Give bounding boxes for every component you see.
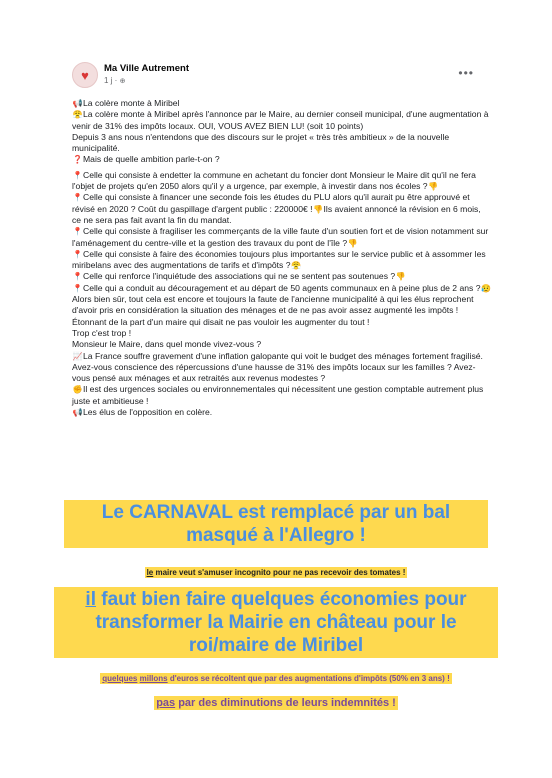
post-line-text: Celle qui consiste à endetter la commune en achetant du foncier dont Monsieur le Maire dit qu'il ne fera l'objet de projets qu'en 2050 alors qu'il y a urgence, par exemple, à investir dans nos écoles ? bbox=[72, 169, 476, 192]
economies-text: faut bien faire quelques économies pour transformer la Mairie en château pour le roi/maire de Miribel bbox=[95, 589, 467, 656]
angry-face-icon: 😤 bbox=[72, 110, 83, 120]
fist-icon: ✊ bbox=[72, 385, 83, 395]
pin-icon: 📍 bbox=[72, 170, 83, 180]
post-line bbox=[72, 351, 492, 385]
post-line-text: Celle qui consiste à faire des économies toujours plus importantes sur le service public et à assommer les miribelans avec des augmentations de tarifs et d'impôts ? bbox=[72, 248, 486, 271]
banner-economies bbox=[0, 587, 552, 658]
post-line-text: Trop c'est trop ! bbox=[72, 327, 132, 338]
millions-text: d'euros se récoltent que par des augmentations d'impôts (50% en 3 ans) ! bbox=[167, 674, 450, 683]
speaker-icon: 📢 bbox=[72, 408, 83, 418]
post-line-text: Alors bien sûr, tout cela est encore et toujours la faute de l'ancienne municipalité à qui les élus reprochent d'avoir pris en considération la situation des ménages et de ne pas avoir assez augmenté les impôts ! Étonnant de la part d'un maire qui disait ne pas vouloir les augmenter du tout ! bbox=[72, 294, 474, 327]
heart-logo-icon: ♥ bbox=[81, 67, 89, 83]
post-line bbox=[72, 226, 492, 249]
thumbs-down-icon: 👎 bbox=[395, 272, 406, 282]
post-header bbox=[72, 58, 492, 98]
facebook-post bbox=[72, 58, 492, 418]
post-line bbox=[72, 384, 492, 407]
post-line bbox=[72, 109, 492, 132]
post-line bbox=[72, 294, 492, 328]
pas-text: par des diminutions de leurs indemnités ! bbox=[175, 697, 396, 709]
sad-face-icon: 😥 bbox=[481, 283, 491, 293]
page-name-link[interactable]: Ma Ville Autrement bbox=[104, 63, 189, 74]
post-line-text: Mais de quelle ambition parle-t-on ? bbox=[83, 154, 220, 165]
post-line bbox=[72, 132, 492, 155]
incognito-lead: le bbox=[146, 568, 154, 577]
chart-icon: 📈 bbox=[72, 351, 83, 361]
post-line-text: Depuis 3 ans nous n'entendons que des discours sur le projet « très très ambitieux » de la nouvelle municipalité. bbox=[72, 131, 450, 154]
post-line-text: Il est des urgences sociales ou environnementales qui nécessitent une gestion comptable autrement plus juste et ambitieuse ! bbox=[72, 384, 484, 406]
banner-carnaval bbox=[0, 500, 552, 548]
post-line bbox=[72, 192, 492, 226]
carnaval-headline: Le CARNAVAL est remplacé par un bal masqué à l'Allegro ! bbox=[64, 500, 488, 548]
post-line bbox=[72, 328, 492, 339]
banner-millions bbox=[0, 668, 552, 686]
angry-face-icon: 😤 bbox=[291, 261, 301, 271]
pin-icon: 📍 bbox=[72, 227, 83, 237]
post-line bbox=[72, 271, 492, 282]
pin-icon: 📍 bbox=[72, 283, 83, 293]
thumbs-down-icon: 👎 bbox=[313, 204, 324, 214]
pin-icon: 📍 bbox=[72, 249, 83, 259]
post-text bbox=[72, 98, 492, 418]
post-line-text: Celle qui consiste à financer une seconde fois les études du PLU alors qu'il aurait pu être approuvé et révisé en 2020 ? Coût du gaspillage d'argent public : 220000€ ! bbox=[72, 192, 470, 214]
post-line-text: Les élus de l'opposition en colère. bbox=[83, 407, 213, 418]
post-line-text: Celle qui consiste à fragiliser les commerçants de la ville faute d'un soutien fort et de vision notamment sur l'aménagement du centre-ville et la gestion des travaux du pont de l'île ? bbox=[72, 226, 489, 248]
post-line bbox=[72, 154, 492, 165]
banner-incognito bbox=[0, 562, 552, 580]
post-line bbox=[72, 98, 492, 109]
page-avatar[interactable] bbox=[72, 62, 98, 88]
question-mark-icon: ❓ bbox=[72, 155, 83, 165]
post-line bbox=[72, 170, 492, 193]
incognito-text: maire veut s'amuser incognito pour ne pas recevoir des tomates ! bbox=[153, 568, 406, 577]
globe-icon: ⊕ bbox=[119, 78, 126, 85]
post-line-text: La France souffre gravement d'une inflation galopante qui voit le budget des ménages fortement fragilisé. Avez-vous conscience des répercussions d'une hausse de 31% des impôts locaux sur les familles ? Avez-vous pensé aux ménages et aux retraités aux revenus modestes ? bbox=[72, 350, 483, 384]
post-line-text: La colère monte à Miribel bbox=[83, 98, 180, 108]
post-line-text: Celle qui renforce l'inquiétude des associations qui ne se sentent pas soutenues ? bbox=[83, 271, 396, 282]
post-timestamp[interactable]: 1 j · ⊕ bbox=[104, 76, 126, 85]
post-line-text: Monsieur le Maire, dans quel monde vivez-vous ? bbox=[72, 339, 262, 350]
post-line bbox=[72, 407, 492, 418]
post-line bbox=[72, 283, 492, 294]
banner-indemnites bbox=[0, 693, 552, 711]
pas-lead: pas bbox=[156, 697, 176, 709]
thumbs-down-icon: 👎 bbox=[347, 238, 358, 248]
post-line-text: La colère monte à Miribel après l'annonce par le Maire, au dernier conseil municipal, d'une augmentation à venir de 31% des impôts locaux. OUI, VOUS AVEZ BIEN LU! (soit 10 points) bbox=[72, 109, 489, 131]
pin-icon: 📍 bbox=[72, 272, 83, 282]
more-options-button[interactable]: ••• bbox=[458, 66, 474, 80]
post-line-text: Celle qui a conduit au découragement et au départ de 50 agents communaux en à peine plus de 2 ans ? bbox=[83, 282, 481, 293]
millions-word2: millons bbox=[139, 674, 168, 683]
economies-lead: il bbox=[85, 589, 96, 610]
post-line bbox=[72, 339, 492, 350]
pin-icon: 📍 bbox=[72, 193, 83, 203]
post-line bbox=[72, 249, 492, 272]
speaker-icon: 📢 bbox=[72, 99, 83, 108]
thumbs-down-icon: 👎 bbox=[428, 182, 439, 192]
post-line-continuation: Ils avaient annoncé la révision en 6 mois, ce ne sera pas fait avant la fin du mandat. bbox=[72, 203, 481, 225]
millions-word1: quelques bbox=[102, 674, 138, 683]
